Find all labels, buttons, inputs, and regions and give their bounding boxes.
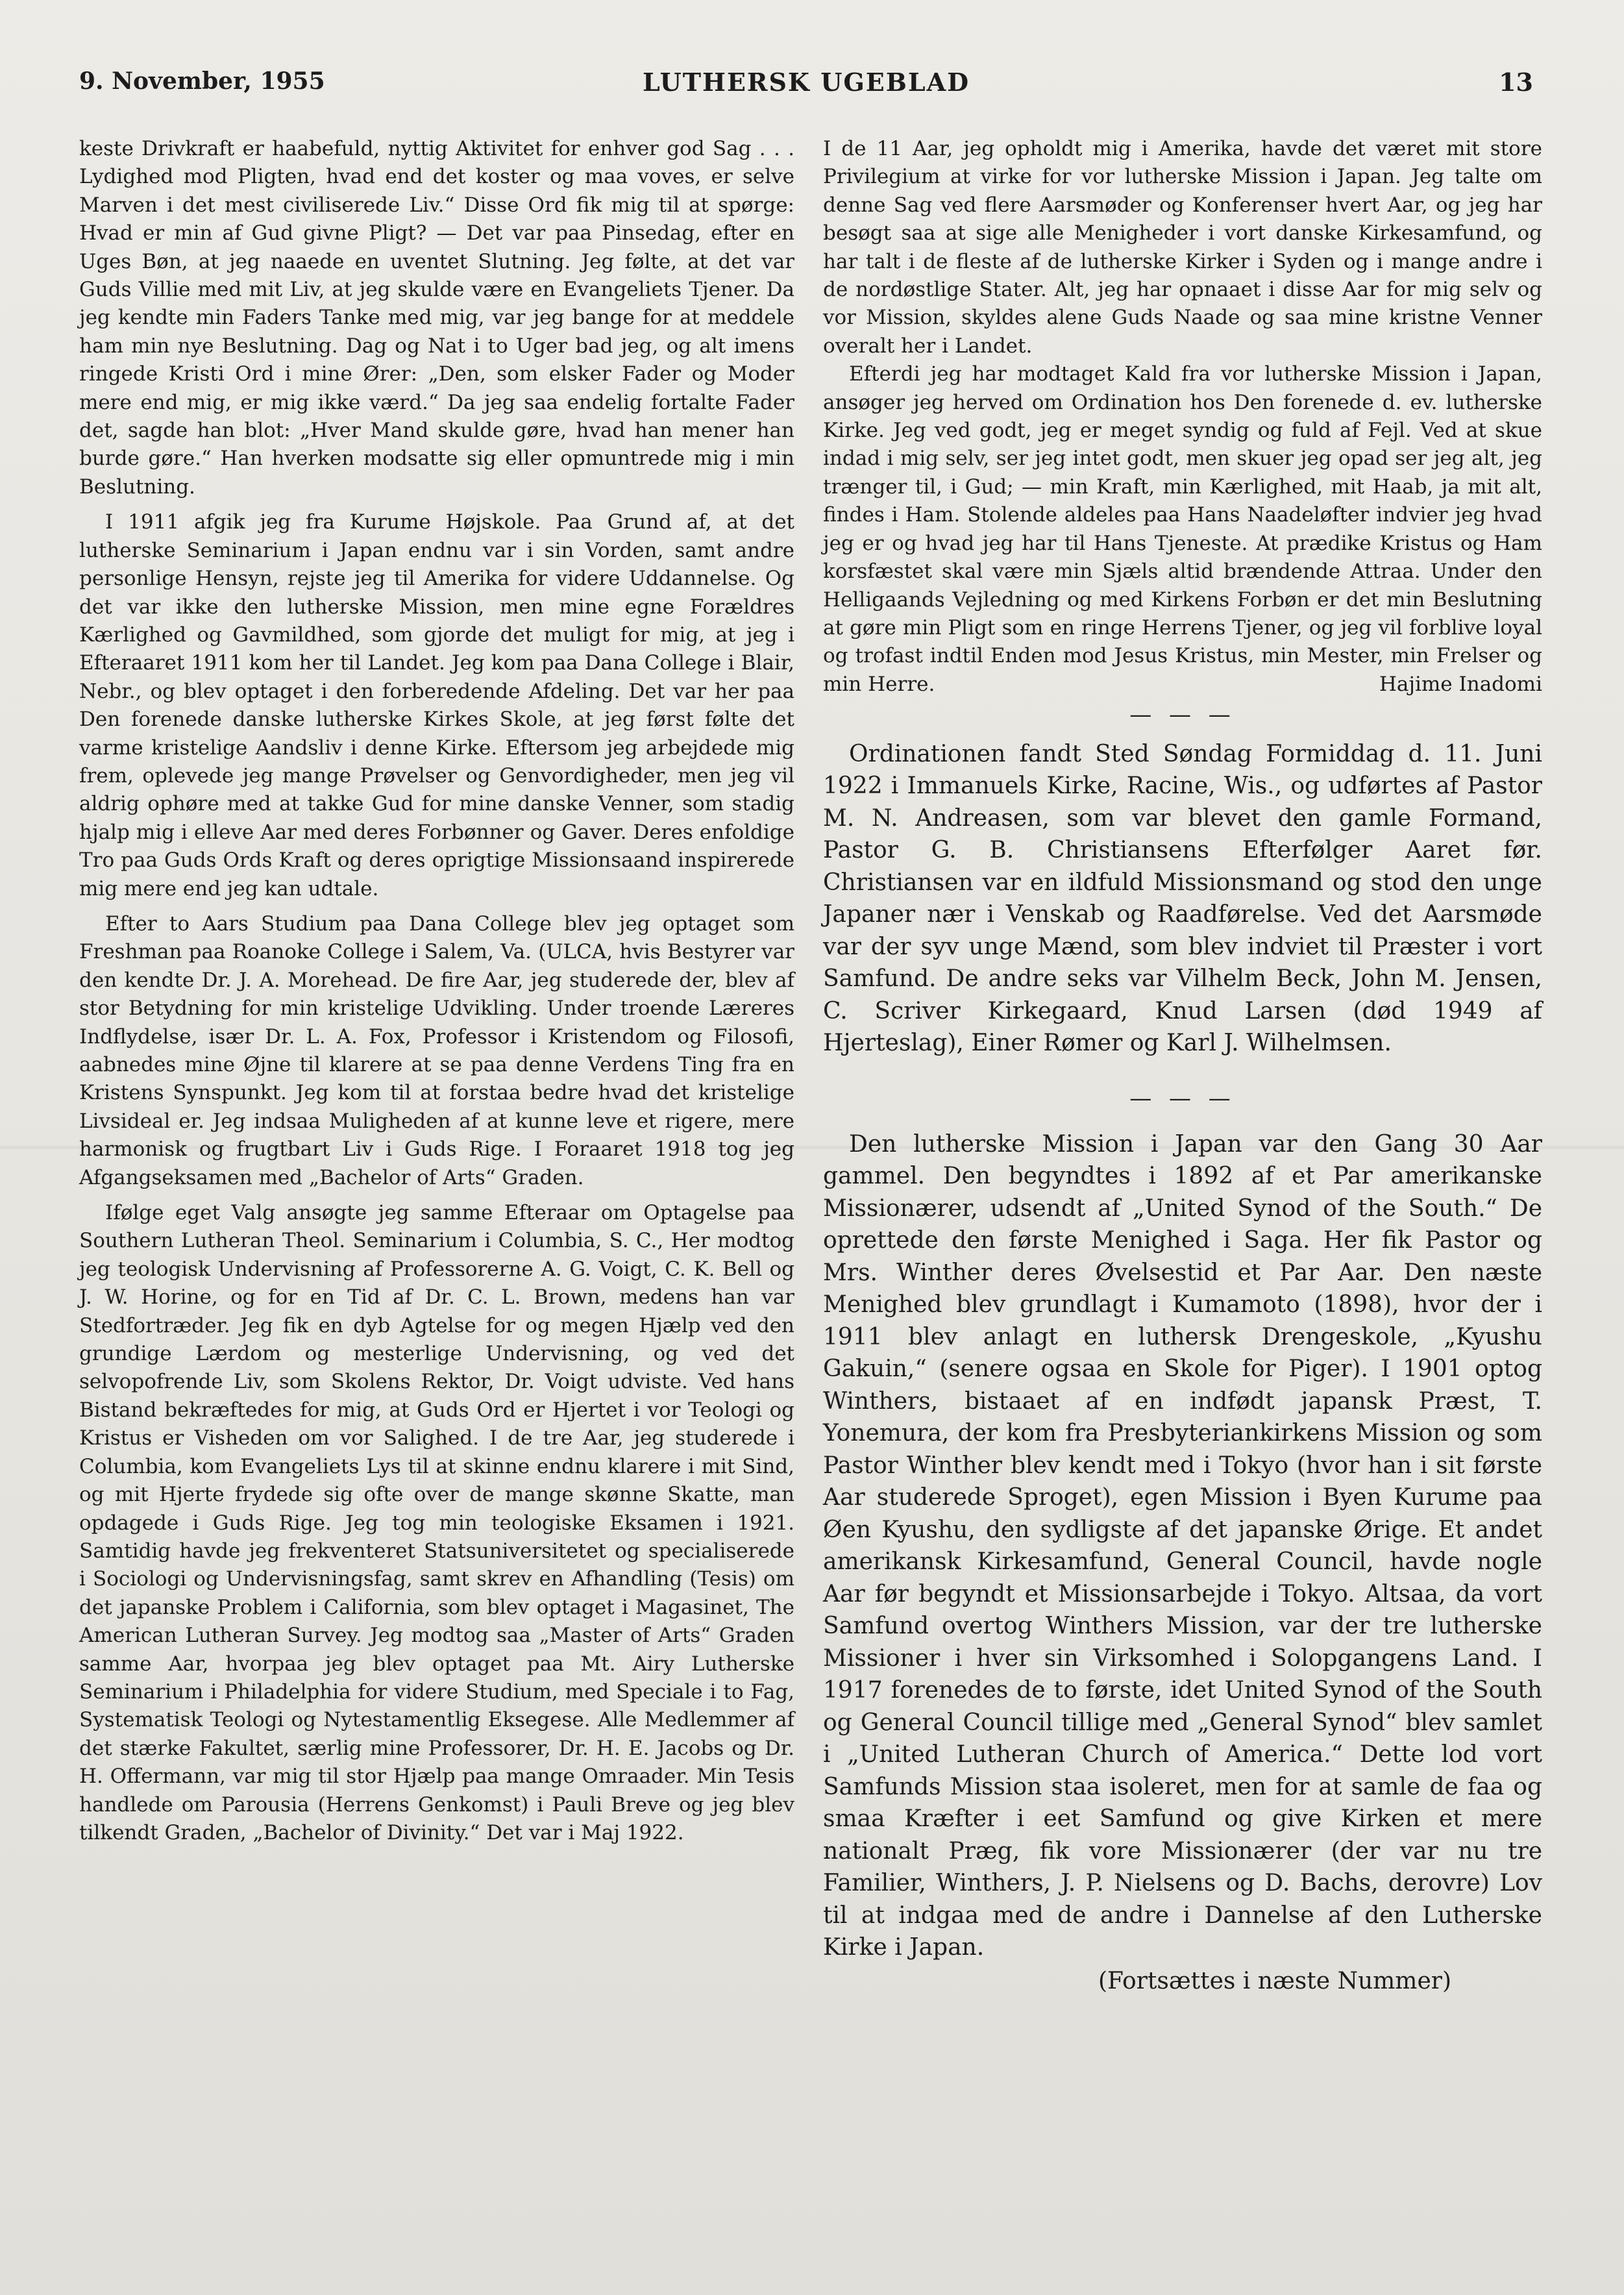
left-paragraph-1: keste Drivkraft er haabefuld, nyttig Aktivitet for enhver god Sag . . . Lydighed mod Pligten, hvad end det koster og maa voves, er selve Marven i det mest civiliserede Liv.“ Disse Ord fik mig til at spørge: Hvad er min af Gud givne Pligt? — Det var paa Pinsedag, efter en Uges Bøn, at jeg naaede en uventet Slutning. Jeg følte, at det var Guds Villie med mit Liv, at jeg skulde være en Evangeliets Tjener. Da jeg kendte min Faders Tanke med mig, var jeg bange for at meddele ham min nye Beslutning. Dag og Nat i to Uger bad jeg, og alt imens ringede Kristi Ord i mine Ører: „Den, som elsker Fader og Moder mere end mig, er mig ikke værd.“ Da jeg saa endelig fortalte Fader det, sagde han blot: „Hver Mand skulde gøre, hvad han mener han burde gøre.“ Han hverken modsatte sig eller opmuntrede mig i min Beslutning. bbox=[79, 137, 794, 499]
right-paragraph-1: I de 11 Aar, jeg opholdt mig i Amerika, havde det været mit store Privilegium at virke for vor lutherske Mission i Japan. Jeg talte om denne Sag ved flere Aarsmøder og Konferenser hvert Aar, og jeg har besøgt saa at sige alle Menigheder i vort danske Kirkesamfund, og har talt i de fleste af de lutherske Kirker i Syden og i mange andre i de nordøstlige Stater. Alt, jeg har opnaaet i disse Aar for mig selv og vor Mission, skyldes alene Guds Naade og saa mine kristne Venner overalt her i Landet. bbox=[823, 137, 1542, 358]
left-column bbox=[79, 135, 794, 1847]
right-paragraph-2: Efterdi jeg har modtaget Kald fra vor lutherske Mission i Japan, ansøger jeg herved om Ordination hos Den forenede d. ev. lutherske Kirke. Jeg ved godt, jeg er meget syndig og fuld af Fejl. Ved at skue indad i mig selv, ser jeg intet godt, men skuer jeg opad ser jeg alt, jeg trænger til, i Gud; — min Kraft, min Kærlighed, mit Haab, ja mit alt, findes i Ham. Stolende aldeles paa Hans Naadeløfter indvier jeg hvad jeg er og hvad jeg har til Hans Tjeneste. At prædike Kristus og Ham korsfæstet skal være min Sjæls altid brændende Attraa. Under den Helligaands Vejledning og med Kirkens Forbøn er det min Beslutning at gøre min Pligt som en ringe Herrens Tjener, og jeg vil forblive loyal og trofast indtil Enden mod Jesus Kristus, min Mester, min Frelser og min Herre. bbox=[823, 362, 1542, 696]
continuation-note: (Fortsættes i næste Nummer) bbox=[1098, 1967, 1451, 1994]
page-number: 13 bbox=[1499, 68, 1533, 97]
right-column bbox=[823, 135, 1542, 1998]
left-paragraph-2: I 1911 afgik jeg fra Kurume Højskole. Paa Grund af, at det lutherske Seminarium i Japan endnu var i sin Vorden, samt andre personlige Hensyn, rejste jeg til Amerika for videre Uddannelse. Og det var ikke den lutherske Mission, men mine egne Forældres Kærlighed og Gavmildhed, som gjorde det muligt for mig, at jeg i Efteraaret 1911 kom her til Landet. Jeg kom paa Dana College i Blair, Nebr., og blev optaget i den forberedende Afdeling. Det var her paa Den forenede danske lutherske Kirkes Skole, at jeg først følte det varme kristelige Aandsliv i denne Kirke. Eftersom jeg arbejdede mig frem, oplevede jeg mange Prøvelser og Genvordigheder, men jeg vil aldrig ophøre med at takke Gud for mine danske Venner, som stadig hjalp mig i elleve Aar med deres Forbønner og Gaver. Deres enfoldige Tro paa Guds Ords Kraft og deres oprigtige Missionsaand inspirerede mig mere end jeg kan udtale. bbox=[79, 510, 794, 900]
signature: Hajime Inadomi bbox=[1379, 673, 1542, 697]
publication-title: LUTHERSK UGEBLAD bbox=[642, 68, 970, 97]
issue-date: 9. November, 1955 bbox=[79, 68, 325, 95]
left-paragraph-4: Ifølge eget Valg ansøgte jeg samme Efteraar om Optagelse paa Southern Lutheran Theol. Seminarium i Columbia, S. C., Her modtog jeg teologisk Undervisning af Professorerne A. G. Voigt, C. K. Bell og J. W. Horine, og for en Tid af Dr. C. L. Brown, medens han var Stedfortræder. Jeg fik en dyb Agtelse for og megen Hjælp ved den grundige Lærdom og mesterlige Undervisning, og ved det selvopofrende Liv, som Skolens Rektor, Dr. Voigt udviste. Ved hans Bistand bekræftedes for mig, at Guds Ord er Hjertet i vor Teologi og Kristus er Visheden om vor Salighed. I de tre Aar, jeg studerede i Columbia, kom Evangeliets Lys til at skinne endnu klarere i mit Sind, og mit Hjerte frydede sig ofte over de mange skønne Skatte, man opdagede i Guds Rige. Jeg tog min teologiske Eksamen i 1921. Samtidig havde jeg frekventeret Statsuniversitetet og specialiserede i Sociologi og Undervisningsfag, samt skrev en Afhandling (Tesis) om det japanske Problem i California, som blev optaget i Magasinet, The American Lutheran Survey. Jeg modtog saa „Master of Arts“ Graden samme Aar, hvorpaa jeg blev optaget paa Mt. Airy Lutherske Seminarium i Philadelphia for videre Studium, med Speciale i to Fag, Systematisk Teologi og Nytestamentlig Eksegese. Alle Medlemmer af det stærke Fakultet, særlig mine Professorer, Dr. H. E. Jacobs og Dr. H. Offermann, var mig til stor Hjælp paa mange Omraader. Min Tesis handlede om Parousia (Herrens Genkomst) i Pauli Breve og jeg blev tilkendt Graden, „Bachelor of Divinity.“ Det var i Maj 1922. bbox=[79, 1201, 794, 1844]
ordination-paragraph: Ordinationen fandt Sted Søndag Formiddag d. 11. Juni 1922 i Immanuels Kirke, Racine, Wis., og udførtes af Pastor M. N. Andreasen, som var blevet den gamle Formand, Pastor G. B. Christiansens Efterfølger Aaret før. Christiansen var en ildfuld Missionsmand og stod den unge Japaner nær i Venskab og Raadførelse. Ved det Aarsmøde var der syv unge Mænd, som blev indviet til Præster i vort Samfund. De andre seks var Vilhelm Beck, John M. Jensen, C. Scriver Kirkegaard, Knud Larsen (død 1949 af Hjerteslag), Einer Rømer og Karl J. Wilhelmsen. bbox=[823, 740, 1542, 1057]
letter-continuation bbox=[823, 135, 1542, 699]
separator-1: — — — bbox=[1129, 701, 1236, 728]
page-header bbox=[79, 68, 1533, 106]
separator-2: — — — bbox=[1129, 1085, 1236, 1111]
left-paragraph-3: Efter to Aars Studium paa Dana College blev jeg optaget som Freshman paa Roanoke College i Salem, Va. (ULCA, hvis Bestyrer var den kendte Dr. J. A. Morehead. De fire Aar, jeg studerede der, blev af stor Betydning for min kristelige Udvikling. Under troende Læreres Indflydelse, især Dr. L. A. Fox, Professor i Kristendom og Filosofi, aabnedes mine Øjne til klarere at se paa denne Verdens Ting fra en Kristens Synspunkt. Jeg kom til at forstaa bedre hvad det kristelige Livsideal er. Jeg indsaa Muligheden af at kunne leve et rigere, mere harmonisk og frugtbart Liv i Guds Rige. I Foraaret 1918 tog jeg Afgangseksamen med „Bachelor of Arts“ Graden. bbox=[79, 912, 794, 1189]
mission-history-paragraph: Den lutherske Mission i Japan var den Gang 30 Aar gammel. Den begyndtes i 1892 af et Par amerikanske Missionærer, udsendt af „United Synod of the South.“ De oprettede den første Menighed i Saga. Her fik Pastor og Mrs. Winther deres Øvelsestid et Par Aar. Den næste Menighed blev grundlagt i Kumamoto (1898), hvor der i 1911 blev anlagt en luthersk Drengeskole, „Kyushu Gakuin,“ (senere ogsaa en Skole for Piger). I 1901 optog Winthers, bistaaet af en indfødt japansk Præst, T. Yonemura, der kom fra Presbyteriankirkens Mission og som Pastor Winther blev kendt med i Tokyo (hvor han i sit første Aar studerede Sproget), egen Mission i Byen Kurume paa Øen Kyushu, den sydligste af det japanske Ørige. Et andet amerikansk Kirkesamfund, General Council, havde nogle Aar før begyndt et Missionsarbejde i Tokyo. Altsaa, da vort Samfund overtog Winthers Mission, var der tre lutherske Missioner i hver sin Virksomhed i Solopgangens Land. I 1917 forenedes de to første, idet United Synod of the South og General Council tillige med „General Synod“ blev samlet i „United Lutheran Church of America.“ Dette lod vort Samfunds Mission staa isoleret, men for at samle de faa og smaa Kræfter i eet Samfund og give Kirken et mere nationalt Præg, fik vore Missionærer (der var nu tre Familier, Winthers, J. P. Nielsens og D. Bachs, derovre) Lov til at indgaa med de andre i Dannelse af den Lutherske Kirke i Japan. bbox=[823, 1130, 1542, 1961]
